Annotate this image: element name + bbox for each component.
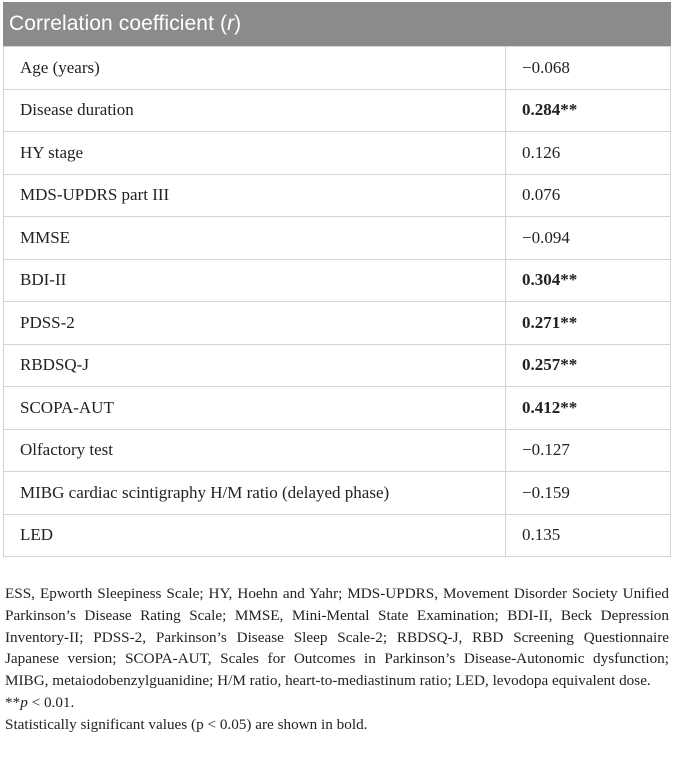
correlation-value-cell: −0.094 — [506, 217, 671, 260]
table-footnotes — [5, 583, 669, 736]
correlation-value-cell: 0.271** — [506, 302, 671, 345]
abbreviations-footnote: ESS, Epworth Sleepiness Scale; HY, Hoehn and Yahr; MDS-UPDRS, Movement Disorder Society Unified Parkinson’s Disease Rating Scale; MMSE, Mini-Mental State Examination; BDI-II, Beck Depression Inventory-II; PDSS-2, Parkinson’s Disease Sleep Scale-2; RBDSQ-J, RBD Screening Questionnaire Japanese version; SCOPA-AUT, Scales for Outcomes in Parkinson’s Disease-Autonomic dysfunction; MIBG, metaiodobenzylguanidine; H/M ratio, heart-to-mediastinum ratio; LED, levodopa equivalent dose. — [5, 585, 669, 690]
variable-cell: BDI-II — [4, 259, 506, 302]
variable-cell: MDS-UPDRS part III — [4, 174, 506, 217]
variable-cell: Disease duration — [4, 89, 506, 132]
header-title-variable: r — [227, 12, 235, 35]
correlation-value-cell: −0.159 — [506, 472, 671, 515]
table-row — [4, 217, 671, 260]
table-row — [4, 514, 671, 557]
variable-cell: MIBG cardiac scintigraphy H/M ratio (delayed phase) — [4, 472, 506, 515]
table-row — [4, 132, 671, 175]
variable-cell: LED — [4, 514, 506, 557]
correlation-value-cell: 0.304** — [506, 259, 671, 302]
correlation-value-cell: 0.412** — [506, 387, 671, 430]
correlation-table-container — [3, 2, 671, 557]
header-title-suffix: ) — [234, 12, 242, 35]
table-row — [4, 89, 671, 132]
variable-cell: Olfactory test — [4, 429, 506, 472]
variable-cell: PDSS-2 — [4, 302, 506, 345]
significance-footnote — [5, 692, 669, 714]
variable-cell: Age (years) — [4, 47, 506, 90]
header-title-prefix: Correlation coefficient ( — [9, 12, 228, 35]
variable-cell: HY stage — [4, 132, 506, 175]
table-row — [4, 302, 671, 345]
table-header-bar — [3, 2, 671, 46]
correlation-table-body — [4, 47, 671, 557]
table-row — [4, 344, 671, 387]
variable-cell: RBDSQ-J — [4, 344, 506, 387]
significance-variable: p — [20, 693, 28, 711]
correlation-value-cell: 0.284** — [506, 89, 671, 132]
table-row — [4, 387, 671, 430]
table-row — [4, 174, 671, 217]
correlation-value-cell: 0.126 — [506, 132, 671, 175]
correlation-value-cell: 0.135 — [506, 514, 671, 557]
correlation-value-cell: −0.068 — [506, 47, 671, 90]
correlation-value-cell: 0.076 — [506, 174, 671, 217]
bold-values-note: Statistically significant values (p < 0.05) are shown in bold. — [5, 715, 368, 733]
correlation-value-cell: −0.127 — [506, 429, 671, 472]
table-row — [4, 47, 671, 90]
table-row — [4, 472, 671, 515]
significance-mark: ** — [5, 693, 21, 711]
table-row — [4, 429, 671, 472]
correlation-table — [3, 46, 671, 557]
correlation-value-cell: 0.257** — [506, 344, 671, 387]
variable-cell: SCOPA-AUT — [4, 387, 506, 430]
table-row — [4, 259, 671, 302]
variable-cell: MMSE — [4, 217, 506, 260]
significance-threshold: < 0.01. — [27, 693, 75, 711]
